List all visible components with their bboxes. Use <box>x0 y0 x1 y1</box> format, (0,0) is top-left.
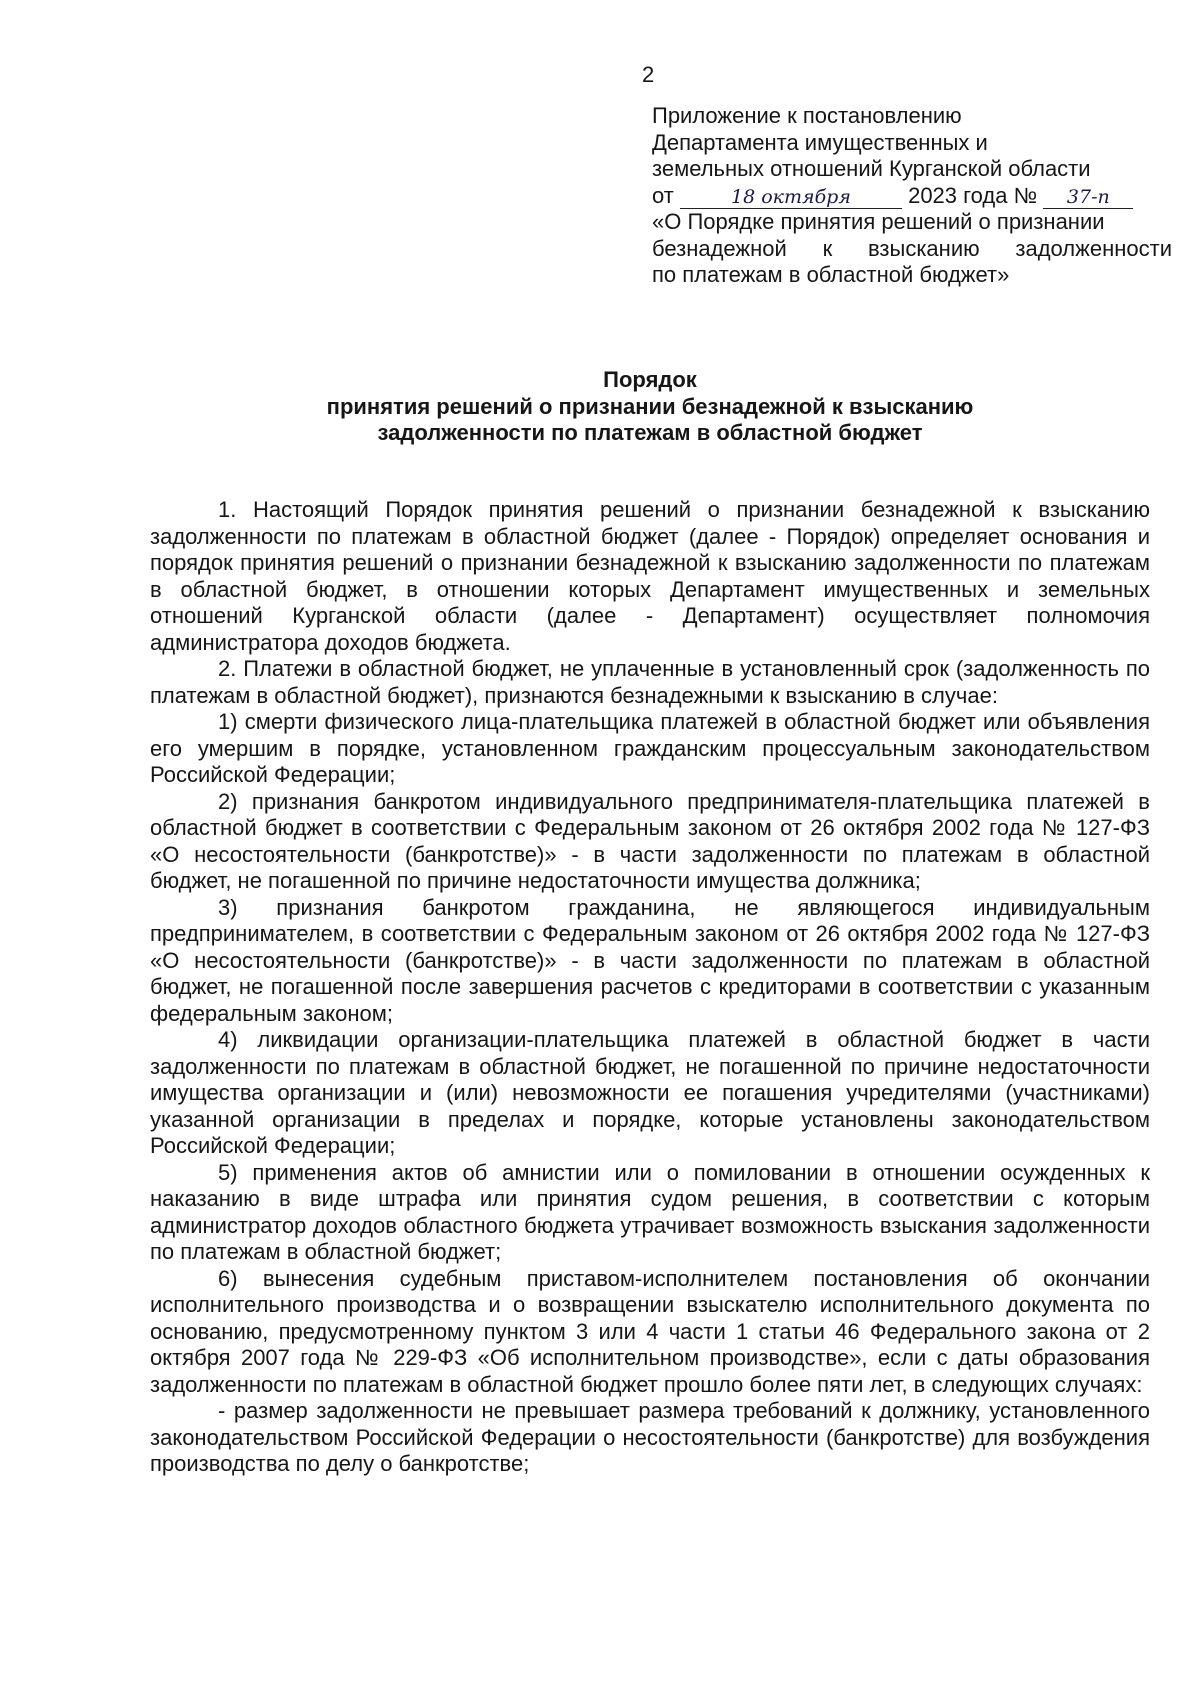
item-6: 6) вынесения судебным приставом-исполнителем постановления об окончании исполнительного производства и о возвращении взыскателю исполнительного документа по основанию, предусмотренному пунктом 3 или 4 части 1 статьи 46 Федерального закона от 2 октября 2007 года № 229-ФЗ «Об исполнительном производстве», если с даты образования задолженности по платежам в областной бюджет прошло более пяти лет, в следующих случаях: <box>150 1265 1150 1397</box>
title-line-3: задолженности по платежам в областной бюджет <box>377 420 923 445</box>
appendix-header <box>652 103 1172 289</box>
from-label: от <box>652 182 674 208</box>
handwritten-date: 18 октября <box>680 186 902 209</box>
appendix-line-2: Департамента имущественных и <box>652 129 988 155</box>
appendix-line-3: земельных отношений Курганской области <box>652 156 1091 181</box>
appendix-line-1: Приложение к постановлению <box>652 103 962 128</box>
item-1: 1) смерти физического лица-плательщика платежей в областной бюджет или объявления его умершим в порядке, установленном гражданским процессуальным законодательством Российской Федерации; <box>150 709 1150 787</box>
appendix-ref-line-1: «О Порядке принятия решений о признании <box>652 209 1105 234</box>
item-3: 3) признания банкротом гражданина, не являющегося индивидуальным предпринимателем, в соответствии с Федеральным законом от 26 октября 2002 года № 127-ФЗ «О несостоятельности (банкротстве)» - в части задолженности по платежам в областной бюджет, не погашенной после завершения расчетов с кредиторами в соответствии с указанным федеральным законом; <box>150 894 1150 1026</box>
item-5: 5) применения актов об амнистии или о помиловании в отношении осужденных к наказанию в виде штрафа или принятия судом решения, в соответствии с которым администратор доходов областного бюджета утрачивает возможность взыскания задолженности по платежам в областной бюджет; <box>150 1159 1150 1264</box>
item-4: 4) ликвидации организации-плательщика платежей в областной бюджет в части задолженности по платежам в областной бюджет, не погашенной по причине недостаточности имущества организации и (или) невозможности ее погашения учредителями (участниками) указанной организации в пределах и порядке, которые установлены законодательством Российской Федерации; <box>150 1027 1150 1158</box>
handwritten-number: 37-п <box>1043 186 1133 209</box>
title-line-2: принятия решений о признании безнадежной к взысканию <box>326 393 974 419</box>
appendix-ref-line-2: безнадежной к взысканию задолженности <box>652 235 1172 261</box>
document-title <box>150 367 1150 447</box>
paragraph-2: 2. Платежи в областной бюджет, не уплаченные в установленный срок (задолженность по платежам в областной бюджет), признаются безнадежными к взысканию в случае: <box>150 656 1150 708</box>
dash-item: - размер задолженности не превышает размера требований к должнику, установленного законодательством Российской Федерации о несостоятельности (банкротстве) для возбуждения производства по делу о банкротстве; <box>150 1398 1150 1476</box>
title-line-1: Порядок <box>603 367 697 392</box>
appendix-ref-line-3: по платежам в областной бюджет» <box>652 262 1010 287</box>
appendix-date-line <box>652 183 1172 210</box>
year-label: 2023 года № <box>908 182 1038 208</box>
paragraph-1: 1. Настоящий Порядок принятия решений о признании безнадежной к взысканию задолженности по платежам в областной бюджет (далее - Порядок) определяет основания и порядок принятия решений о признании безнадежной к взысканию задолженности по платежам в областной бюджет, в отношении которых Департамент имущественных и земельных отношений Курганской области (далее - Департамент) осуществляет полномочия администратора доходов бюджета. <box>150 497 1150 655</box>
item-2: 2) признания банкротом индивидуального предпринимателя-плательщика платежей в областной бюджет в соответствии с Федеральным законом от 26 октября 2002 года № 127-ФЗ «О несостоятельности (банкротстве)» - в части задолженности по платежам в областной бюджет, не погашенной по причине недостаточности имущества должника; <box>150 788 1150 893</box>
document-body <box>150 497 1150 1478</box>
page-number: 2 <box>642 62 655 87</box>
